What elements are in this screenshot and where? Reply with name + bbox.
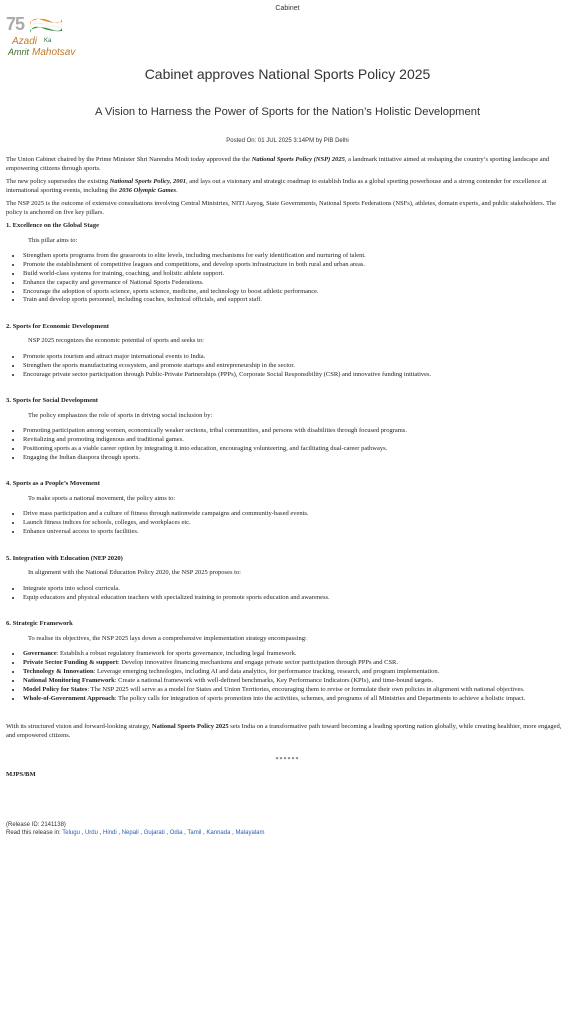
list-item: • Strengthen the sports manufacturing ecosystem, and promote startups and entrepreneurship in the sector. bbox=[22, 362, 569, 371]
top-category-label: Cabinet bbox=[275, 5, 300, 12]
page-title: Cabinet approves National Sports Policy 2025 bbox=[144, 66, 431, 82]
list-item: • Enhance universal access to sports facilities. bbox=[22, 528, 569, 537]
section-intro: To realise its objectives, the NSP 2025 lays down a comprehensive implementation strategy encompassing: bbox=[28, 634, 307, 642]
section-list bbox=[6, 353, 569, 379]
strategy-text: : Establish a robust regulatory framework for sports governance, including legal framework. bbox=[56, 650, 297, 658]
list-item: • Promoting participation among women, economically weaker sections, tribal communities, and persons with disabilities through focused programs. bbox=[22, 427, 569, 436]
section-list bbox=[6, 252, 569, 305]
language-link[interactable]: Hindi bbox=[103, 830, 117, 837]
list-item: • Encourage private sector participation through Public-Private Partnerships (PPPs), Corporate Social Responsibility (CSR) and innovative funding initiatives. bbox=[22, 371, 569, 380]
language-link[interactable]: Telugu bbox=[62, 830, 80, 837]
intro-text: . bbox=[176, 186, 178, 194]
intro-text: , and lays out a visionary and strategic roadmap to establish India as a global sporting powerhouse and a strong contender for excellence at international sporting events, including the bbox=[6, 178, 547, 194]
logo-ka: Ka bbox=[44, 38, 52, 44]
section-heading: 6. Strategic Framework bbox=[6, 620, 73, 628]
section-list bbox=[6, 585, 569, 602]
strategy-text: : Create a national framework with well-defined benchmarks, Key Performance Indicators (KPIs), and time-bound targets. bbox=[114, 676, 434, 684]
closing-emphasis: National Sports Policy 2025 bbox=[151, 723, 229, 731]
page-subtitle: A Vision to Harness the Power of Sports for the Nation’s Holistic Development bbox=[94, 106, 481, 118]
release-body bbox=[6, 156, 569, 837]
section-list bbox=[6, 510, 569, 536]
list-item bbox=[22, 659, 569, 668]
intro-text: The new policy supersedes the existing bbox=[6, 178, 110, 185]
language-link[interactable]: Odia bbox=[169, 830, 183, 837]
language-link[interactable]: Kannada bbox=[206, 830, 231, 837]
logo-number: 75 bbox=[6, 14, 25, 34]
section-intro: NSP 2025 recognizes the economic potential of sports and seeks to: bbox=[28, 337, 204, 345]
section-heading: 2. Sports for Economic Development bbox=[6, 322, 109, 330]
closing-text: With its structured vision and forward-looking strategy, bbox=[6, 723, 152, 731]
strategy-term: Model Policy for States bbox=[23, 685, 88, 693]
footer-code: MJPS/BM bbox=[6, 770, 36, 778]
pillar-sections bbox=[6, 222, 569, 602]
list-item: • Integrate sports into school curricula. bbox=[22, 585, 569, 594]
language-prefix: Read this release in: bbox=[6, 830, 63, 837]
section-intro: The policy emphasizes the role of sports in driving social inclusion by: bbox=[28, 411, 213, 419]
strategy-term: National Monitoring Framework bbox=[23, 676, 115, 684]
strategy-term: Technology & Innovation bbox=[23, 667, 94, 675]
language-link[interactable]: Tamil bbox=[187, 830, 202, 837]
strategy-text: : Develop innovative financing mechanisms and engage private sector participation through PPPs and CSR. bbox=[117, 658, 399, 666]
intro-paragraph-1 bbox=[6, 156, 569, 173]
section-heading: 5. Integration with Education (NEP 2020) bbox=[6, 554, 123, 562]
logo-azadi: Azadi bbox=[12, 36, 38, 47]
list-item: • Promote the establishment of competitive leagues and competitions, and develop sports infrastructure in both rural and urban areas. bbox=[22, 261, 569, 270]
logo-amrit: Amrit bbox=[8, 47, 29, 57]
list-item: • Engaging the Indian diaspora through sports. bbox=[22, 454, 569, 463]
intro-paragraph-3: The NSP 2025 is the outcome of extensive consultations involving Central Ministries, NITI Aayog, State Governments, National Sports Federations (NSFs), athletes, domain experts, and public stakeholders. The policy is anchored on five key pillars. bbox=[6, 200, 557, 216]
list-item: • Train and develop sports personnel, including coaches, technical officials, and support staff. bbox=[22, 296, 569, 305]
list-item bbox=[22, 677, 569, 686]
strategy-text: : Leverage emerging technologies, including AI and data analytics, for performance tracking, research, and program implementation. bbox=[93, 667, 440, 675]
intro-text: The Union Cabinet chaired by the Prime Minister Shri Narendra Modi today approved the the bbox=[6, 156, 252, 163]
list-item bbox=[22, 686, 569, 695]
list-item: • Promote sports tourism and attract major international events to India. bbox=[22, 353, 569, 362]
strategy-text: : The NSP 2025 will serve as a model for States and Union Territories, encouraging them to revise or formulate their own policies in alignment with national objectives. bbox=[87, 685, 525, 693]
language-link[interactable]: Malayalam bbox=[235, 830, 265, 837]
section-heading: 4. Sports as a People’s Movement bbox=[6, 480, 100, 488]
azadi-ka-amrit-mahotsav-logo bbox=[6, 14, 86, 58]
closing-paragraph bbox=[6, 723, 569, 740]
posted-date: Posted On: 01 JUL 2025 3:14PM by PIB Delhi bbox=[226, 138, 349, 144]
language-link[interactable]: Nepali bbox=[121, 830, 139, 837]
closing-text: sets India on a transformative path toward becoming a leading sporting nation globally, while creating healthier, more engaged, and empowered citizens. bbox=[6, 723, 562, 739]
release-id: (Release ID: 2141138) bbox=[6, 822, 66, 829]
separator-stars: ****** bbox=[275, 757, 300, 764]
strategy-text: : The policy calls for integration of sports promotion into the activities, schemes, and programs of all Ministries and Departments to achieve a holistic impact. bbox=[114, 694, 526, 702]
tricolor-flag-icon bbox=[28, 16, 64, 34]
language-link[interactable]: Gujarati bbox=[143, 830, 165, 837]
policy-name-emphasis: National Sports Policy (NSP) 2025 bbox=[251, 156, 345, 163]
strategy-term: Private Sector Funding & support bbox=[23, 658, 118, 666]
strategic-list bbox=[6, 650, 569, 703]
olympics-emphasis: 2036 Olympic Games bbox=[119, 186, 177, 194]
strategy-term: Whole-of-Government Approach bbox=[23, 694, 115, 702]
intro-paragraph-2 bbox=[6, 178, 569, 195]
list-item: • Encourage the adoption of sports science, sports science, medicine, and technology to boost athletic performance. bbox=[22, 288, 569, 297]
section-list bbox=[6, 427, 569, 462]
list-item: • Positioning sports as a viable career option by integrating it into education, encouraging volunteering, and facilitating dual-career pathways. bbox=[22, 445, 569, 454]
list-item: • Launch fitness indices for schools, colleges, and workplaces etc. bbox=[22, 519, 569, 528]
section-heading: 1. Excellence on the Global Stage bbox=[6, 222, 100, 229]
section-intro: To make sports a national movement, the policy aims to: bbox=[28, 494, 176, 502]
language-links: Read this release in: Telugu , Urdu , Hindi , Nepali , Gujarati , Odia , Tamil , Kannada , Malayalam bbox=[6, 830, 265, 837]
section-heading: 3. Sports for Social Development bbox=[6, 397, 99, 405]
list-item bbox=[22, 695, 569, 704]
old-policy-emphasis: National Sports Policy, 2001 bbox=[109, 178, 186, 185]
list-item: • Revitalizing and promoting indigenous and traditional games. bbox=[22, 436, 569, 445]
language-link[interactable]: Urdu bbox=[84, 830, 98, 837]
section-intro: This pillar aims to: bbox=[28, 236, 78, 244]
list-item bbox=[22, 650, 569, 659]
list-item: • Build world-class systems for training, coaching, and holistic athlete support. bbox=[22, 270, 569, 279]
section-intro: In alignment with the National Education Policy 2020, the NSP 2025 proposes to: bbox=[28, 569, 241, 577]
logo-mahotsav: Mahotsav bbox=[32, 47, 76, 58]
intro-text: , a landmark initiative aimed at reshaping the country’s sporting landscape and empowering citizens through sports. bbox=[6, 156, 550, 172]
strategy-term: Governance bbox=[23, 650, 57, 658]
list-item: • Drive mass participation and a culture of fitness through nationwide campaigns and community-based events. bbox=[22, 510, 569, 519]
list-item: • Enhance the capacity and governance of National Sports Federations. bbox=[22, 279, 569, 288]
list-item bbox=[22, 668, 569, 677]
list-item: • Equip educators and physical education teachers with specialized training to promote sports education and awareness. bbox=[22, 594, 569, 603]
list-item: • Strengthen sports programs from the grassroots to elite levels, including mechanisms for early identification and nurturing of talent. bbox=[22, 252, 569, 261]
